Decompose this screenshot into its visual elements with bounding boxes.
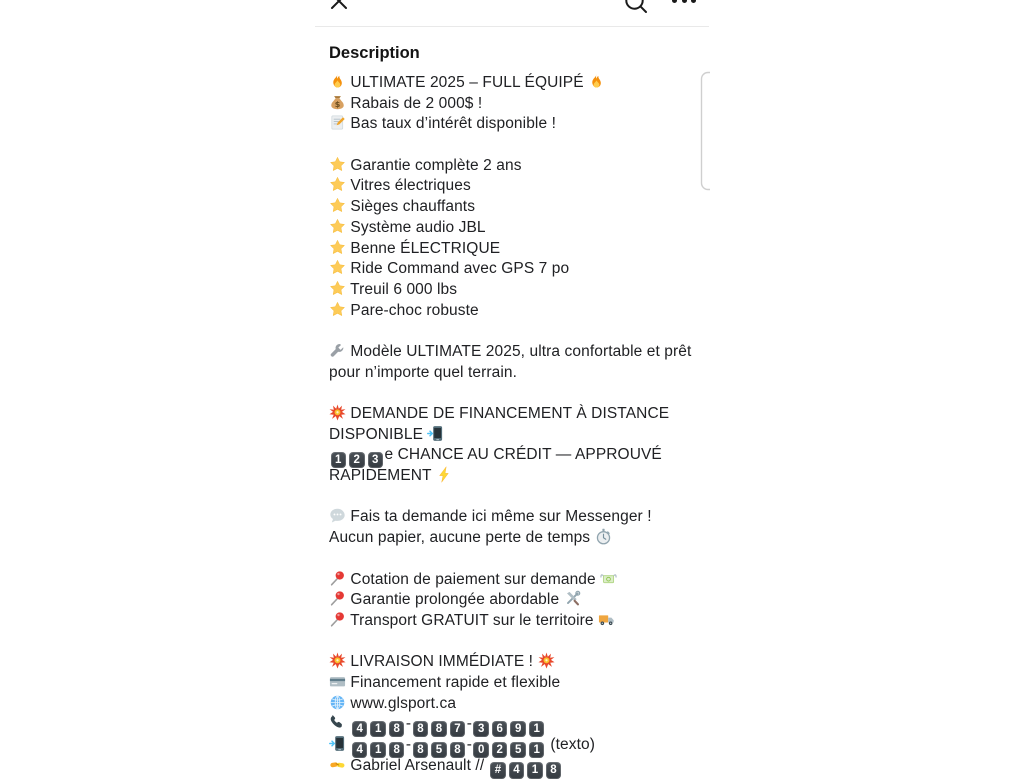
keycap-1: 1 — [529, 742, 545, 759]
description-line — [329, 197, 689, 218]
text-segment: Rabais de 2 000$ ! — [346, 94, 483, 112]
stopwatch-icon — [595, 528, 612, 545]
more-options-icon[interactable] — [672, 0, 696, 3]
collision-icon — [538, 652, 555, 669]
description-line — [329, 714, 689, 735]
phone-receiver-icon — [329, 714, 346, 731]
text-segment: LIVRAISON IMMÉDIATE ! — [346, 653, 538, 671]
svg-text:$: $ — [334, 99, 341, 109]
collision-icon — [329, 652, 346, 669]
handshake-icon — [329, 756, 346, 773]
description-text — [329, 73, 692, 777]
description-line — [329, 363, 689, 384]
description-paragraph — [329, 73, 689, 135]
pushpin-icon — [329, 611, 346, 628]
top-bar — [315, 0, 709, 27]
description-line — [329, 735, 689, 756]
memo-icon — [329, 114, 346, 131]
description-line — [329, 342, 692, 363]
text-segment: Financement rapide et flexible — [346, 673, 561, 691]
keycap-1: 1 — [331, 452, 347, 469]
star-icon — [329, 218, 346, 235]
keycap-3: 3 — [473, 721, 489, 738]
description-line — [329, 590, 689, 611]
keycap-1: 1 — [370, 742, 386, 759]
text-segment: - — [405, 715, 412, 733]
description-line — [329, 528, 689, 549]
globe-icon — [329, 694, 346, 711]
description-line — [329, 673, 689, 694]
fire-icon — [588, 73, 605, 90]
text-segment: www.glsport.ca — [346, 694, 457, 712]
keycap-7: 7 — [450, 721, 466, 738]
listing-description-screen — [315, 0, 709, 777]
keycap-4: 4 — [509, 762, 525, 779]
text-segment: Aucun papier, aucune perte de temps — [329, 529, 595, 547]
text-segment: - — [405, 736, 412, 753]
description-line — [329, 239, 689, 260]
text-segment: Garantie prolongée abordable — [346, 591, 564, 609]
description-paragraph — [329, 342, 692, 383]
money-bag-icon — [329, 94, 346, 111]
description-line — [329, 218, 689, 239]
description-line — [329, 280, 689, 301]
text-segment: Cotation de paiement sur demande — [346, 570, 601, 588]
description-line — [329, 404, 689, 425]
text-segment: ULTIMATE 2025 – FULL ÉQUIPÉ — [346, 74, 589, 91]
text-segment: Garantie complète 2 ans — [346, 156, 522, 174]
keycap-0: 0 — [473, 742, 489, 759]
description-panel — [315, 42, 709, 776]
description-line — [329, 445, 689, 466]
text-segment: Modèle ULTIMATE 2025, ultra confortable et prêt — [346, 342, 692, 360]
description-line — [329, 156, 689, 177]
search-icon[interactable] — [623, 0, 649, 20]
keycap-4: 4 — [352, 721, 368, 738]
phone-arrow-icon — [427, 425, 444, 442]
speech-icon — [329, 507, 346, 524]
text-segment: Système audio JBL — [346, 218, 486, 236]
star-icon — [329, 259, 346, 276]
keycap-2: 2 — [492, 742, 508, 759]
keycap-8: 8 — [389, 721, 405, 738]
description-paragraph — [329, 570, 689, 632]
text-segment: Treuil 6 000 lbs — [346, 280, 458, 298]
description-paragraph — [329, 652, 689, 776]
text-segment: - — [466, 715, 472, 733]
credit-card-icon — [329, 673, 346, 690]
close-icon[interactable] — [328, 0, 350, 17]
description-line — [329, 94, 689, 115]
description-paragraph — [329, 156, 689, 322]
keycap-8: 8 — [413, 721, 429, 738]
truck-icon — [598, 611, 615, 628]
keycap-2: 2 — [349, 452, 365, 469]
text-segment: Benne ÉLECTRIQUE — [346, 239, 501, 257]
text-segment — [346, 736, 350, 753]
text-segment: Bas taux d’intérêt disponible ! — [346, 115, 556, 133]
description-line — [329, 694, 689, 715]
text-segment: Fais ta demande ici même sur Messenger ! — [346, 508, 652, 526]
keycap-5: 5 — [431, 742, 447, 759]
description-heading: Description — [329, 44, 420, 62]
keycap-1: 1 — [370, 721, 386, 738]
keycap-4: 4 — [352, 742, 368, 759]
keycap-8: 8 — [413, 742, 429, 759]
pushpin-icon — [329, 570, 346, 587]
description-line — [329, 466, 689, 487]
wrench-icon — [329, 342, 346, 359]
pushpin-icon — [329, 590, 346, 607]
text-segment: - — [466, 736, 472, 753]
fire-icon — [329, 73, 346, 90]
text-segment: DISPONIBLE — [329, 425, 428, 443]
description-line — [329, 425, 689, 446]
keycap-8: 8 — [450, 742, 466, 759]
text-segment: pour n’importe quel terrain. — [329, 363, 518, 381]
text-segment: DEMANDE DE FINANCEMENT À DISTANCE — [346, 405, 670, 422]
collision-icon — [329, 404, 346, 421]
text-segment: Vitres électriques — [346, 177, 471, 195]
keycap-1: 1 — [529, 721, 545, 738]
text-segment: e CHANCE AU CRÉDIT — APPROUVÉ — [384, 446, 662, 464]
keycap-3: 3 — [368, 452, 384, 469]
description-line — [329, 756, 689, 777]
keycap-1: 1 — [527, 762, 543, 779]
keycap-8: 8 — [431, 721, 447, 738]
phone-arrow-icon — [329, 735, 346, 752]
description-line — [329, 114, 689, 135]
keycap-9: 9 — [510, 721, 526, 738]
keycap-#: # — [490, 762, 506, 779]
keycap-8: 8 — [546, 762, 562, 779]
star-icon — [329, 156, 346, 173]
description-line — [329, 611, 689, 632]
money-wings-icon — [600, 570, 617, 587]
description-line — [329, 73, 689, 94]
description-line — [329, 301, 689, 322]
description-paragraph — [329, 404, 689, 487]
scrollbar-thumb[interactable] — [700, 71, 711, 196]
text-segment: Pare-choc robuste — [346, 301, 479, 319]
keycap-5: 5 — [510, 742, 526, 759]
text-segment: Gabriel Arsenault // — [346, 756, 489, 774]
description-paragraph — [329, 507, 689, 548]
description-line — [329, 570, 689, 591]
text-segment: (texto) — [545, 736, 595, 753]
text-segment: Transport GRATUIT sur le territoire — [346, 611, 599, 629]
description-line — [329, 259, 689, 280]
text-segment: RAPIDEMENT — [329, 467, 436, 485]
description-line — [329, 652, 689, 673]
star-icon — [329, 176, 346, 193]
text-segment — [346, 715, 350, 732]
star-icon — [329, 301, 346, 318]
star-icon — [329, 197, 346, 214]
description-line — [329, 176, 689, 197]
keycap-8: 8 — [389, 742, 405, 759]
star-icon — [329, 239, 346, 256]
zap-icon — [436, 466, 453, 483]
text-segment: Sièges chauffants — [346, 198, 476, 216]
description-line — [329, 507, 689, 528]
star-icon — [329, 280, 346, 297]
tools-icon — [564, 590, 581, 607]
text-segment: Ride Command avec GPS 7 po — [346, 260, 570, 278]
keycap-6: 6 — [492, 721, 508, 738]
